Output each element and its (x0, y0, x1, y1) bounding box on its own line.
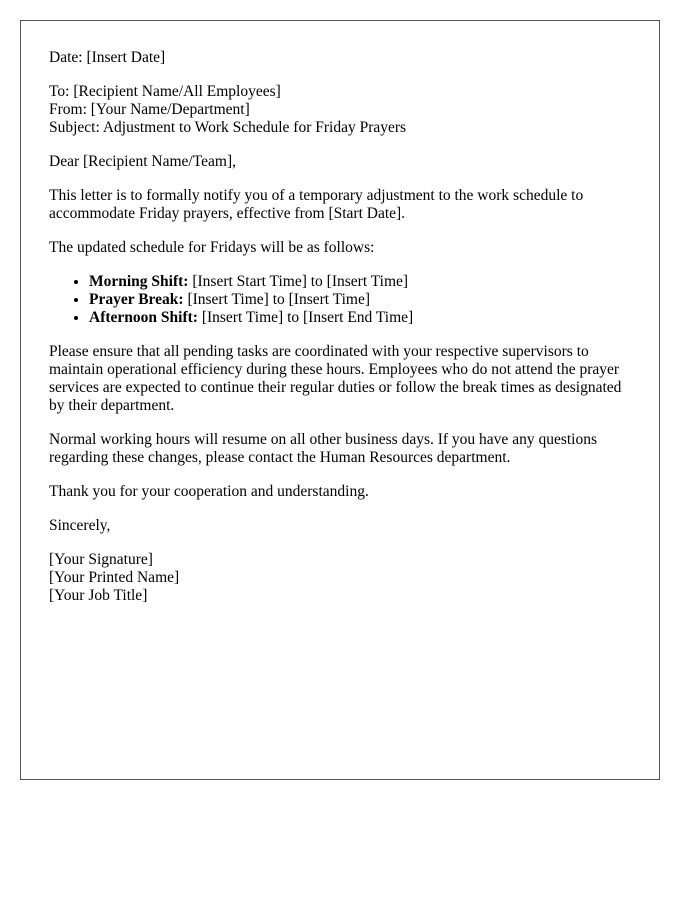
signature-line: [Your Signature] (49, 551, 153, 568)
intro-paragraph: This letter is to formally notify you of a temporary adjustment to the work schedule to accommodate Friday prayers, effective from [Start Date]. (49, 187, 584, 222)
schedule-value: [Insert Start Time] to [Insert Time] (188, 273, 409, 290)
date-line: Date: [Insert Date] (49, 49, 166, 66)
schedule-list (49, 273, 631, 327)
schedule-label: Prayer Break: (89, 291, 184, 308)
schedule-value: [Insert Time] to [Insert End Time] (197, 309, 414, 326)
salutation: Dear [Recipient Name/Team], (49, 153, 236, 170)
letter-document (20, 20, 660, 780)
signature-block (49, 551, 631, 605)
schedule-item-afternoon (89, 309, 631, 327)
printed-name-line: [Your Printed Name] (49, 569, 180, 586)
thanks-paragraph: Thank you for your cooperation and understanding. (49, 483, 369, 500)
from-line: From: [Your Name/Department] (49, 101, 250, 118)
job-title-line: [Your Job Title] (49, 587, 148, 604)
schedule-label: Afternoon Shift: (89, 309, 198, 326)
schedule-item-morning (89, 273, 631, 291)
schedule-item-prayer (89, 291, 631, 309)
subject-line: Subject: Adjustment to Work Schedule for Friday Prayers (49, 119, 407, 136)
to-line: To: [Recipient Name/All Employees] (49, 83, 281, 100)
coordination-paragraph: Please ensure that all pending tasks are coordinated with your respective supervisors to maintain operational efficiency during these hours. Employees who do not attend the prayer services are expected to continue their regular duties or follow the break times as designated by their department. (49, 343, 622, 414)
schedule-value: [Insert Time] to [Insert Time] (183, 291, 370, 308)
schedule-intro: The updated schedule for Fridays will be as follows: (49, 239, 375, 256)
schedule-label: Morning Shift: (89, 273, 189, 290)
sign-off: Sincerely, (49, 517, 111, 534)
header-block (49, 83, 631, 137)
normal-hours-paragraph: Normal working hours will resume on all other business days. If you have any questions regarding these changes, please contact the Human Resources department. (49, 431, 598, 466)
